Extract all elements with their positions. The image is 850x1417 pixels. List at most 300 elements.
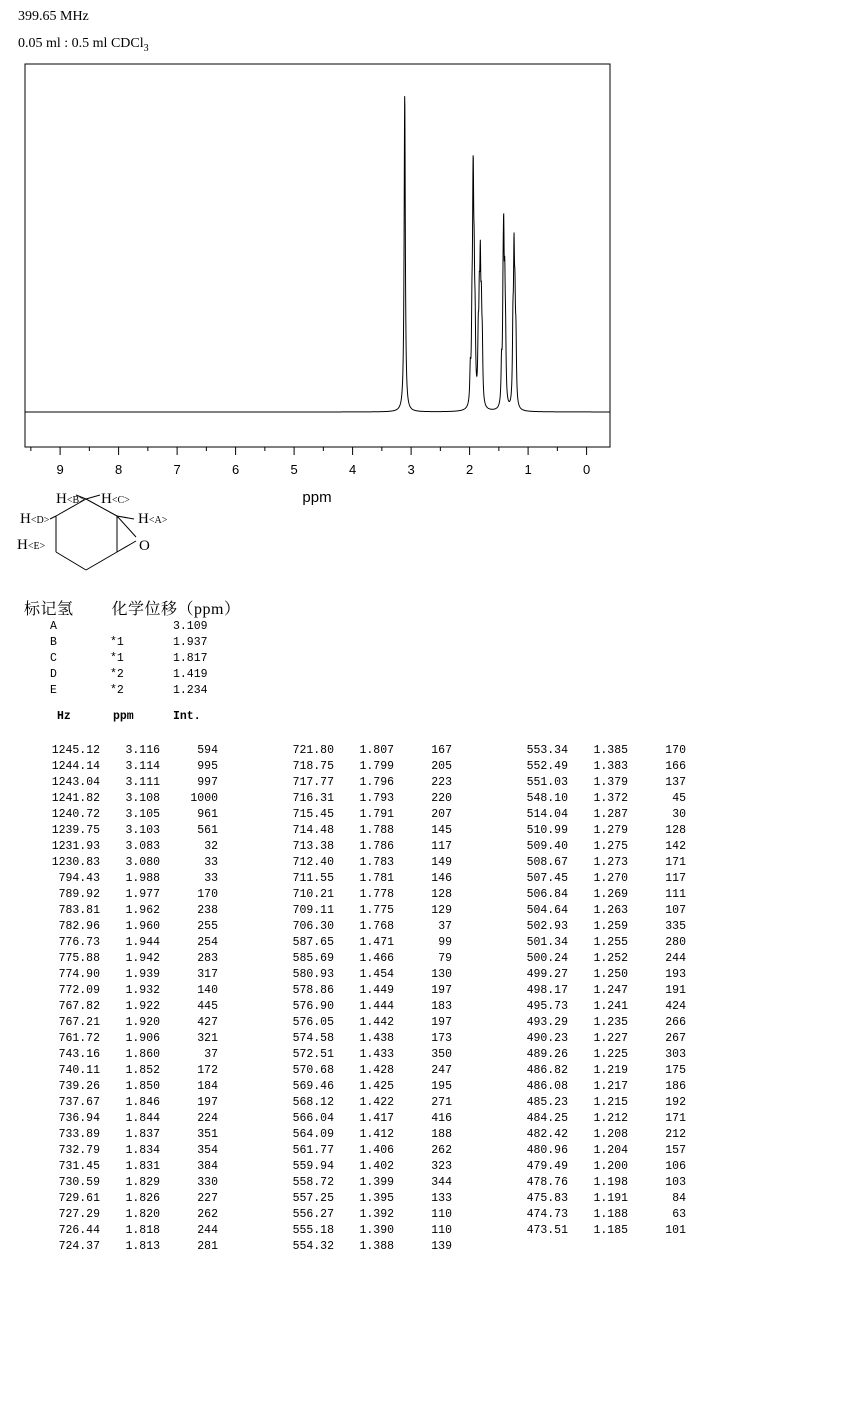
- peak-hz: 736.94: [58, 1112, 100, 1125]
- peak-intensity: 303: [665, 1048, 686, 1061]
- peak-intensity: 145: [431, 824, 452, 837]
- header-int: Int.: [173, 710, 201, 723]
- peak-intensity: 220: [431, 792, 452, 805]
- peak-intensity: 283: [197, 952, 218, 965]
- peak-intensity: 195: [431, 1080, 452, 1093]
- peak-intensity: 111: [665, 888, 686, 901]
- peak-intensity: 172: [197, 1064, 218, 1077]
- peak-hz: 474.73: [526, 1208, 568, 1221]
- peak-intensity: 255: [197, 920, 218, 933]
- peak-intensity: 33: [204, 856, 218, 869]
- peak-row: [270, 1191, 452, 1207]
- peak-row: [504, 1127, 686, 1143]
- peak-row: [270, 1127, 452, 1143]
- assignment-group: *2: [110, 668, 124, 681]
- peak-hz: 509.40: [526, 840, 568, 853]
- peak-intensity: 140: [197, 984, 218, 997]
- peak-ppm: 3.105: [125, 808, 160, 821]
- peak-ppm: 1.449: [359, 984, 394, 997]
- peak-hz: 569.46: [292, 1080, 334, 1093]
- peak-hz: 501.34: [526, 936, 568, 949]
- peak-row: [504, 855, 686, 871]
- peak-row: [270, 983, 452, 999]
- peak-intensity: 997: [197, 776, 218, 789]
- peak-row: [270, 775, 452, 791]
- peak-row: [36, 1223, 218, 1239]
- bond-epoxide-c3: [117, 541, 136, 552]
- x-tick-label: 2: [465, 462, 474, 477]
- peak-hz: 556.27: [292, 1208, 334, 1221]
- peak-hz: 554.32: [292, 1240, 334, 1253]
- assignment-row: [50, 635, 233, 651]
- peak-hz: 578.86: [292, 984, 334, 997]
- peak-row: [270, 791, 452, 807]
- peak-row: [36, 999, 218, 1015]
- peak-intensity: 79: [438, 952, 452, 965]
- peak-intensity: 30: [672, 808, 686, 821]
- peak-hz: 486.82: [526, 1064, 568, 1077]
- peak-intensity: 45: [672, 792, 686, 805]
- sample-subscript: 3: [143, 42, 149, 54]
- peak-hz: 794.43: [58, 872, 100, 885]
- peak-intensity: 317: [197, 968, 218, 981]
- peak-ppm: 1.255: [593, 936, 628, 949]
- peak-ppm: 1.270: [593, 872, 628, 885]
- peak-hz: 490.23: [526, 1032, 568, 1045]
- peak-ppm: 1.372: [593, 792, 628, 805]
- peak-intensity: 244: [665, 952, 686, 965]
- peak-hz: 507.45: [526, 872, 568, 885]
- peak-ppm: 1.786: [359, 840, 394, 853]
- peak-hz: 714.48: [292, 824, 334, 837]
- peak-ppm: 1.200: [593, 1160, 628, 1173]
- peak-ppm: 1.442: [359, 1016, 394, 1029]
- peak-row: [504, 1095, 686, 1111]
- peak-intensity: 1000: [190, 792, 218, 805]
- peak-intensity: 351: [197, 1128, 218, 1141]
- peak-intensity: 191: [665, 984, 686, 997]
- peak-ppm: 1.235: [593, 1016, 628, 1029]
- peak-ppm: 1.385: [593, 744, 628, 757]
- bond-c1-hc: [86, 495, 100, 499]
- peak-hz: 480.96: [526, 1144, 568, 1157]
- peak-table-header: [56, 709, 202, 724]
- peak-hz: 485.23: [526, 1096, 568, 1109]
- peak-row: [36, 1031, 218, 1047]
- peak-ppm: 1.768: [359, 920, 394, 933]
- peak-hz: 774.90: [58, 968, 100, 981]
- peak-ppm: 1.791: [359, 808, 394, 821]
- peak-row: [270, 823, 452, 839]
- peak-ppm: 1.227: [593, 1032, 628, 1045]
- peak-intensity: 224: [197, 1112, 218, 1125]
- peak-row: [504, 887, 686, 903]
- peak-hz: 489.26: [526, 1048, 568, 1061]
- peak-ppm: 1.807: [359, 744, 394, 757]
- peak-row: [504, 1015, 686, 1031]
- peak-ppm: 1.185: [593, 1224, 628, 1237]
- peak-row: [270, 1079, 452, 1095]
- peak-intensity: 99: [438, 936, 452, 949]
- peak-intensity: 128: [431, 888, 452, 901]
- peak-ppm: 1.826: [125, 1192, 160, 1205]
- peak-hz: 732.79: [58, 1144, 100, 1157]
- peak-ppm: 1.796: [359, 776, 394, 789]
- peak-hz: 709.11: [292, 904, 334, 917]
- peak-row: [270, 1207, 452, 1223]
- peak-ppm: 1.275: [593, 840, 628, 853]
- peak-intensity: 137: [665, 776, 686, 789]
- peak-ppm: 1.942: [125, 952, 160, 965]
- peak-ppm: 1.466: [359, 952, 394, 965]
- peak-intensity: 128: [665, 824, 686, 837]
- peak-hz: 731.45: [58, 1160, 100, 1173]
- peak-intensity: 171: [665, 1112, 686, 1125]
- peak-hz: 712.40: [292, 856, 334, 869]
- peak-intensity: 266: [665, 1016, 686, 1029]
- peak-intensity: 63: [672, 1208, 686, 1221]
- peak-ppm: 1.438: [359, 1032, 394, 1045]
- assignment-shift: 1.817: [173, 652, 208, 665]
- peak-intensity: 271: [431, 1096, 452, 1109]
- peak-ppm: 1.406: [359, 1144, 394, 1157]
- assignment-table: [50, 619, 233, 699]
- peak-hz: 767.21: [58, 1016, 100, 1029]
- peak-row: [504, 983, 686, 999]
- peak-intensity: 117: [431, 840, 452, 853]
- peak-hz: 576.05: [292, 1016, 334, 1029]
- peak-row: [504, 951, 686, 967]
- peak-row: [504, 791, 686, 807]
- peak-row: [36, 1143, 218, 1159]
- x-axis-label: ppm: [302, 489, 332, 506]
- peak-hz: 710.21: [292, 888, 334, 901]
- peak-intensity: 170: [665, 744, 686, 757]
- peak-row: [36, 1047, 218, 1063]
- peak-hz: 482.42: [526, 1128, 568, 1141]
- peak-hz: 500.24: [526, 952, 568, 965]
- peak-ppm: 1.208: [593, 1128, 628, 1141]
- peak-hz: 726.44: [58, 1224, 100, 1237]
- assignment-row: [50, 683, 233, 699]
- peak-hz: 551.03: [526, 776, 568, 789]
- x-tick-label: 9: [56, 462, 64, 477]
- peak-intensity: 445: [197, 1000, 218, 1013]
- peak-intensity: 344: [431, 1176, 452, 1189]
- peak-intensity: 207: [431, 808, 452, 821]
- spectrum-trace: [25, 96, 610, 412]
- peak-intensity: 280: [665, 936, 686, 949]
- peak-hz: 743.16: [58, 1048, 100, 1061]
- peak-ppm: 1.922: [125, 1000, 160, 1013]
- peak-row: [270, 759, 452, 775]
- peak-row: [504, 807, 686, 823]
- peak-intensity: 354: [197, 1144, 218, 1157]
- peak-ppm: 1.860: [125, 1048, 160, 1061]
- peak-ppm: 1.906: [125, 1032, 160, 1045]
- peak-hz: 580.93: [292, 968, 334, 981]
- assignment-shift: 1.419: [173, 668, 208, 681]
- peak-ppm: 1.287: [593, 808, 628, 821]
- peak-hz: 506.84: [526, 888, 568, 901]
- peak-ppm: 1.422: [359, 1096, 394, 1109]
- nmr-spectrum-chart: [0, 0, 850, 520]
- peak-row: [504, 871, 686, 887]
- peak-ppm: 1.417: [359, 1112, 394, 1125]
- peak-ppm: 1.778: [359, 888, 394, 901]
- peak-intensity: 193: [665, 968, 686, 981]
- peak-row: [504, 1111, 686, 1127]
- header-hz: Hz: [57, 710, 71, 723]
- peak-hz: 789.92: [58, 888, 100, 901]
- peak-row: [36, 1015, 218, 1031]
- peak-ppm: 1.444: [359, 1000, 394, 1013]
- peak-hz: 706.30: [292, 920, 334, 933]
- peak-row: [36, 919, 218, 935]
- assignment-header-shift: 化学位移（ppm）: [111, 601, 241, 618]
- peak-ppm: 1.818: [125, 1224, 160, 1237]
- peak-row: [504, 775, 686, 791]
- x-tick-label: 4: [348, 462, 357, 477]
- peak-ppm: 1.383: [593, 760, 628, 773]
- peak-ppm: 1.788: [359, 824, 394, 837]
- peak-ppm: 1.402: [359, 1160, 394, 1173]
- peak-hz: 730.59: [58, 1176, 100, 1189]
- x-tick-label: 6: [231, 462, 240, 477]
- x-tick-label: 0: [582, 462, 591, 477]
- peak-intensity: 330: [197, 1176, 218, 1189]
- peak-row: [504, 1047, 686, 1063]
- peak-intensity: 267: [665, 1032, 686, 1045]
- peak-ppm: 1.395: [359, 1192, 394, 1205]
- peak-ppm: 1.977: [125, 888, 160, 901]
- peak-hz: 495.73: [526, 1000, 568, 1013]
- peak-hz: 739.26: [58, 1080, 100, 1093]
- peak-hz: 548.10: [526, 792, 568, 805]
- peak-hz: 1241.82: [51, 792, 100, 805]
- peak-ppm: 1.988: [125, 872, 160, 885]
- peak-hz: 555.18: [292, 1224, 334, 1237]
- peak-row: [504, 1191, 686, 1207]
- peak-row: [504, 1223, 686, 1239]
- peak-hz: 767.82: [58, 1000, 100, 1013]
- spectrometer-frequency: 399.65 MHz: [18, 9, 89, 24]
- peak-row: [36, 775, 218, 791]
- peak-intensity: 106: [665, 1160, 686, 1173]
- assignment-header-label: 标记氢: [24, 601, 74, 618]
- peak-hz: 1231.93: [51, 840, 100, 853]
- peak-intensity: 33: [204, 872, 218, 885]
- peak-ppm: 1.273: [593, 856, 628, 869]
- peak-ppm: 1.263: [593, 904, 628, 917]
- peak-intensity: 133: [431, 1192, 452, 1205]
- peak-intensity: 197: [197, 1096, 218, 1109]
- peak-hz: 566.04: [292, 1112, 334, 1125]
- peak-ppm: 3.103: [125, 824, 160, 837]
- peak-row: [36, 791, 218, 807]
- peak-row: [270, 1047, 452, 1063]
- peak-row: [270, 1159, 452, 1175]
- peak-row: [270, 855, 452, 871]
- peak-row: [504, 1079, 686, 1095]
- peak-intensity: 103: [665, 1176, 686, 1189]
- x-tick-label: 3: [407, 462, 415, 477]
- oxygen-atom: O: [139, 538, 150, 554]
- peak-row: [36, 935, 218, 951]
- peak-hz: 733.89: [58, 1128, 100, 1141]
- peak-ppm: 1.962: [125, 904, 160, 917]
- peak-row: [36, 871, 218, 887]
- peak-intensity: 197: [431, 984, 452, 997]
- peak-intensity: 142: [665, 840, 686, 853]
- assignment-label: D: [50, 668, 57, 681]
- peak-ppm: 1.813: [125, 1240, 160, 1253]
- peak-intensity: 244: [197, 1224, 218, 1237]
- assignment-shift: 1.234: [173, 684, 208, 697]
- peak-hz: 776.73: [58, 936, 100, 949]
- peak-row: [504, 823, 686, 839]
- h-label-d: H<D>: [20, 511, 50, 527]
- peak-ppm: 1.799: [359, 760, 394, 773]
- peak-intensity: 212: [665, 1128, 686, 1141]
- peak-row: [36, 1207, 218, 1223]
- peak-ppm: 1.844: [125, 1112, 160, 1125]
- peak-intensity: 170: [197, 888, 218, 901]
- peak-intensity: 173: [431, 1032, 452, 1045]
- peak-hz: 473.51: [526, 1224, 568, 1237]
- peak-ppm: 1.392: [359, 1208, 394, 1221]
- peak-ppm: 1.188: [593, 1208, 628, 1221]
- peak-row: [36, 839, 218, 855]
- peak-ppm: 1.837: [125, 1128, 160, 1141]
- h-label-b: H<B>: [56, 491, 85, 507]
- peak-ppm: 3.083: [125, 840, 160, 853]
- peak-hz: 574.58: [292, 1032, 334, 1045]
- peak-ppm: 1.944: [125, 936, 160, 949]
- peak-hz: 559.94: [292, 1160, 334, 1173]
- peak-intensity: 427: [197, 1016, 218, 1029]
- peak-hz: 772.09: [58, 984, 100, 997]
- peak-ppm: 3.114: [125, 760, 160, 773]
- assignment-row: [50, 619, 233, 635]
- peak-hz: 475.83: [526, 1192, 568, 1205]
- peak-intensity: 149: [431, 856, 452, 869]
- peak-hz: 572.51: [292, 1048, 334, 1061]
- peak-hz: 498.17: [526, 984, 568, 997]
- peak-intensity: 167: [431, 744, 452, 757]
- peak-intensity: 205: [431, 760, 452, 773]
- peak-hz: 502.93: [526, 920, 568, 933]
- peak-hz: 1243.04: [51, 776, 100, 789]
- peak-ppm: 1.388: [359, 1240, 394, 1253]
- peak-row: [504, 1031, 686, 1047]
- peak-row: [270, 1143, 452, 1159]
- peak-ppm: 1.471: [359, 936, 394, 949]
- peak-ppm: 1.250: [593, 968, 628, 981]
- peak-ppm: 1.225: [593, 1048, 628, 1061]
- peak-ppm: 1.850: [125, 1080, 160, 1093]
- peak-ppm: 1.204: [593, 1144, 628, 1157]
- peak-ppm: 1.783: [359, 856, 394, 869]
- peak-ppm: 1.775: [359, 904, 394, 917]
- peak-hz: 576.90: [292, 1000, 334, 1013]
- peak-hz: 564.09: [292, 1128, 334, 1141]
- peak-ppm: 3.111: [125, 776, 160, 789]
- assignment-group: [110, 619, 173, 635]
- peak-row: [270, 903, 452, 919]
- peak-hz: 783.81: [58, 904, 100, 917]
- peak-hz: 1245.12: [51, 744, 100, 757]
- peak-hz: 1230.83: [51, 856, 100, 869]
- peak-intensity: 130: [431, 968, 452, 981]
- peak-intensity: 262: [197, 1208, 218, 1221]
- peak-hz: 1240.72: [51, 808, 100, 821]
- peak-hz: 570.68: [292, 1064, 334, 1077]
- peak-hz: 587.65: [292, 936, 334, 949]
- peak-intensity: 166: [665, 760, 686, 773]
- peak-hz: 504.64: [526, 904, 568, 917]
- peak-hz: 711.55: [292, 872, 334, 885]
- peak-row: [270, 1031, 452, 1047]
- peak-intensity: 184: [197, 1080, 218, 1093]
- peak-row: [270, 1111, 452, 1127]
- peak-row: [504, 1143, 686, 1159]
- assignment-label: C: [50, 652, 57, 665]
- peak-row: [36, 1079, 218, 1095]
- peak-hz: 558.72: [292, 1176, 334, 1189]
- peak-row: [36, 823, 218, 839]
- peak-row: [36, 759, 218, 775]
- peak-intensity: 197: [431, 1016, 452, 1029]
- peak-hz: 717.77: [292, 776, 334, 789]
- peak-row: [504, 743, 686, 759]
- peak-intensity: 192: [665, 1096, 686, 1109]
- peak-ppm: 1.781: [359, 872, 394, 885]
- peak-hz: 727.29: [58, 1208, 100, 1221]
- peak-hz: 493.29: [526, 1016, 568, 1029]
- assignment-label: B: [50, 636, 57, 649]
- peak-row: [270, 871, 452, 887]
- peak-hz: 729.61: [58, 1192, 100, 1205]
- peak-row: [270, 919, 452, 935]
- peak-intensity: 424: [665, 1000, 686, 1013]
- peak-row: [270, 807, 452, 823]
- peak-intensity: 323: [431, 1160, 452, 1173]
- sample-ratio: 0.05 ml : 0.5 ml CDCl: [18, 36, 144, 51]
- peak-ppm: 1.454: [359, 968, 394, 981]
- peak-intensity: 384: [197, 1160, 218, 1173]
- peak-ppm: 3.108: [125, 792, 160, 805]
- peak-intensity: 335: [665, 920, 686, 933]
- peak-intensity: 350: [431, 1048, 452, 1061]
- peak-row: [270, 1223, 452, 1239]
- peak-ppm: 3.080: [125, 856, 160, 869]
- peak-intensity: 117: [665, 872, 686, 885]
- peak-ppm: 1.433: [359, 1048, 394, 1061]
- peak-intensity: 101: [665, 1224, 686, 1237]
- peak-row: [270, 999, 452, 1015]
- peak-intensity: 416: [431, 1112, 452, 1125]
- peak-ppm: 1.252: [593, 952, 628, 965]
- peak-intensity: 157: [665, 1144, 686, 1157]
- bond-c6-hd: [50, 516, 56, 519]
- peak-row: [270, 1239, 452, 1255]
- peak-hz: 484.25: [526, 1112, 568, 1125]
- molecule-structure: [0, 485, 220, 580]
- peak-hz: 568.12: [292, 1096, 334, 1109]
- peak-ppm: 1.241: [593, 1000, 628, 1013]
- peak-row: [504, 903, 686, 919]
